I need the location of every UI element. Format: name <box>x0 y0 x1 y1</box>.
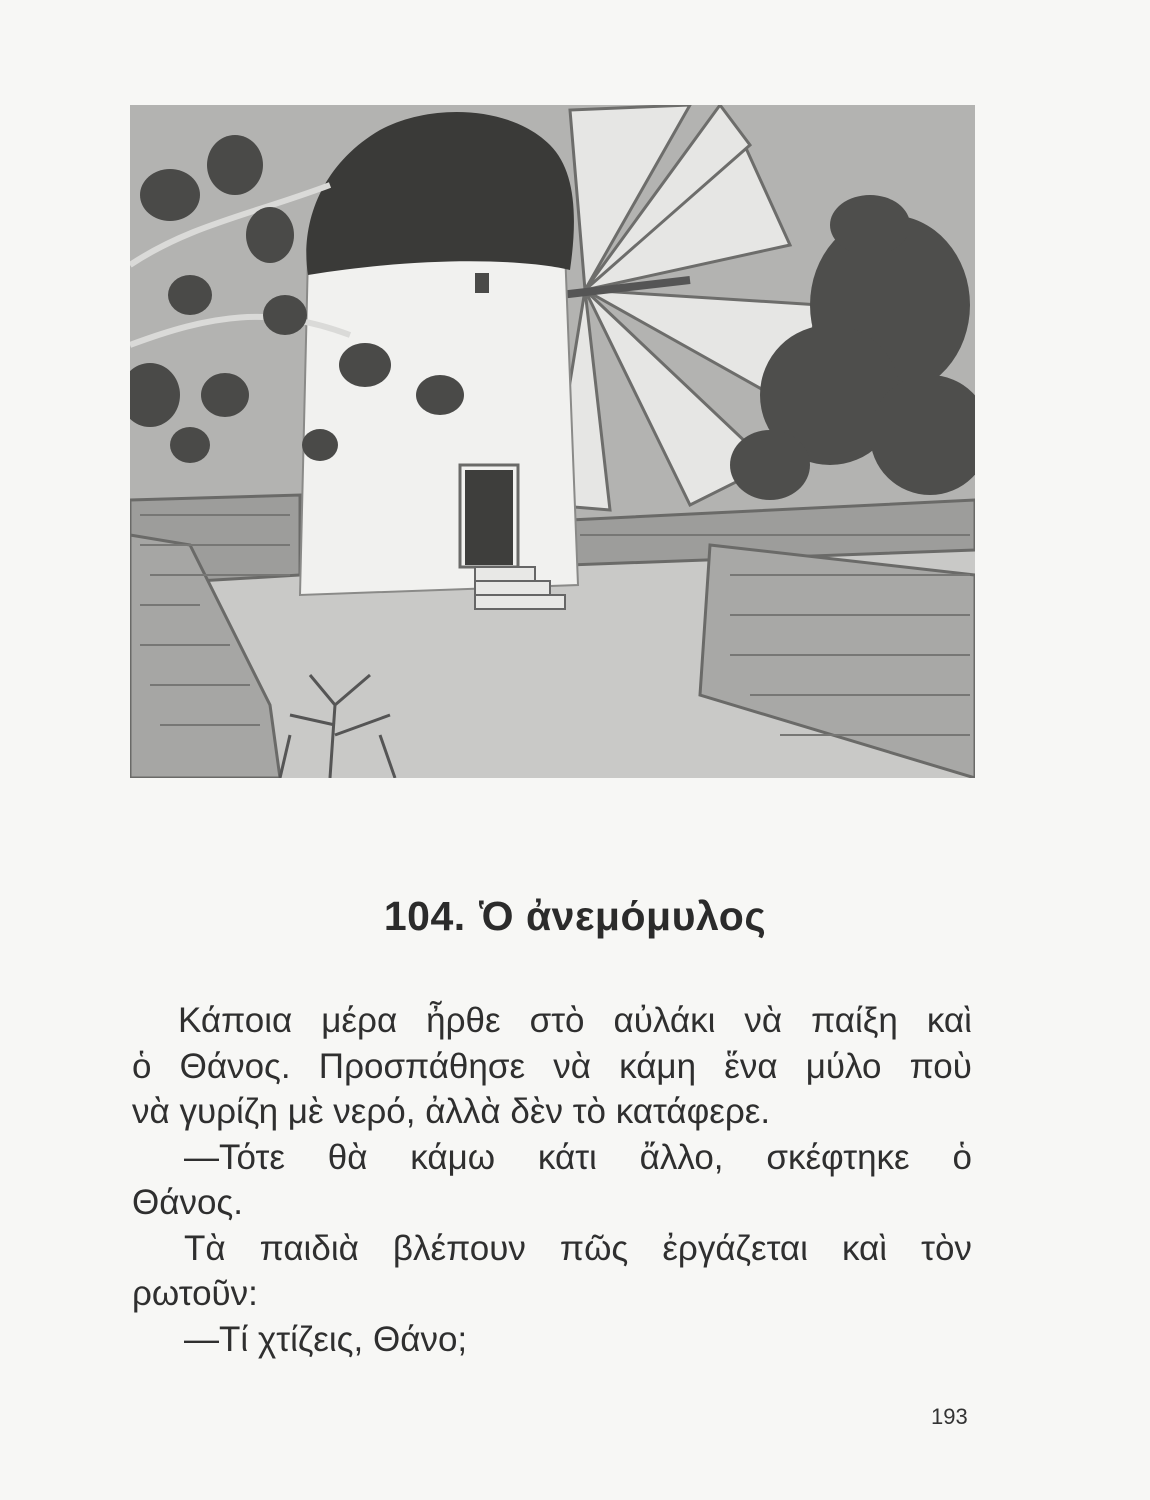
lesson-number: 104. <box>383 893 466 939</box>
word: παιδιὰ <box>259 1228 359 1268</box>
word: ὁ <box>952 1137 972 1177</box>
word: κάμη <box>619 1046 697 1086</box>
body-text <box>132 998 972 1362</box>
word: αὐλάκι <box>613 1001 716 1040</box>
word: καὶ <box>841 1228 888 1268</box>
word: στὸ <box>529 1001 585 1040</box>
body-line <box>132 998 972 1044</box>
lesson-title-text: Ὁ ἀνεμόμυλος <box>479 893 767 939</box>
windmill-illustration <box>130 105 975 778</box>
page-number: 193 <box>931 1404 968 1429</box>
lesson-title <box>0 893 1150 940</box>
word: —Τότε <box>184 1137 285 1177</box>
body-line: νὰ γυρίζη μὲ νερό, ἀλλὰ δὲν τὸ κατάφερε. <box>132 1092 771 1131</box>
word: Θάνος. <box>179 1046 291 1086</box>
word: σκέφτηκε <box>766 1137 910 1177</box>
body-line: —Τί χτίζεις, Θάνο; <box>184 1319 468 1359</box>
windmill-door <box>465 470 513 565</box>
word: πῶς <box>559 1228 629 1268</box>
word: θὰ <box>327 1137 368 1177</box>
body-line <box>132 1044 972 1090</box>
word: καὶ <box>926 1001 972 1040</box>
word: μέρα <box>321 1001 398 1040</box>
word: ἄλλο, <box>639 1137 724 1177</box>
word: ποὺ <box>909 1046 972 1086</box>
word: βλέπουν <box>392 1228 526 1268</box>
word: παίξη <box>811 1001 898 1040</box>
word: ὁ <box>132 1046 152 1086</box>
body-line <box>132 1135 972 1181</box>
body-line <box>132 1226 972 1272</box>
windmill-drawing <box>130 105 975 778</box>
word: τὸν <box>921 1228 972 1268</box>
word: ἐργάζεται <box>662 1228 808 1268</box>
word: Τὰ <box>184 1228 226 1268</box>
word: νὰ <box>553 1046 591 1086</box>
word: Κάποια <box>178 1001 293 1040</box>
word: Προσπάθησε <box>318 1046 526 1086</box>
word: ἕνα <box>724 1046 778 1086</box>
word: νὰ <box>744 1001 783 1040</box>
body-line: ρωτοῦν: <box>132 1274 258 1313</box>
windmill-tower <box>300 250 578 595</box>
word: μύλο <box>805 1046 882 1086</box>
word: ἦρθε <box>426 1001 501 1040</box>
body-line: Θάνος. <box>132 1183 244 1222</box>
word: κάμω <box>410 1137 496 1177</box>
word: κάτι <box>537 1137 597 1177</box>
